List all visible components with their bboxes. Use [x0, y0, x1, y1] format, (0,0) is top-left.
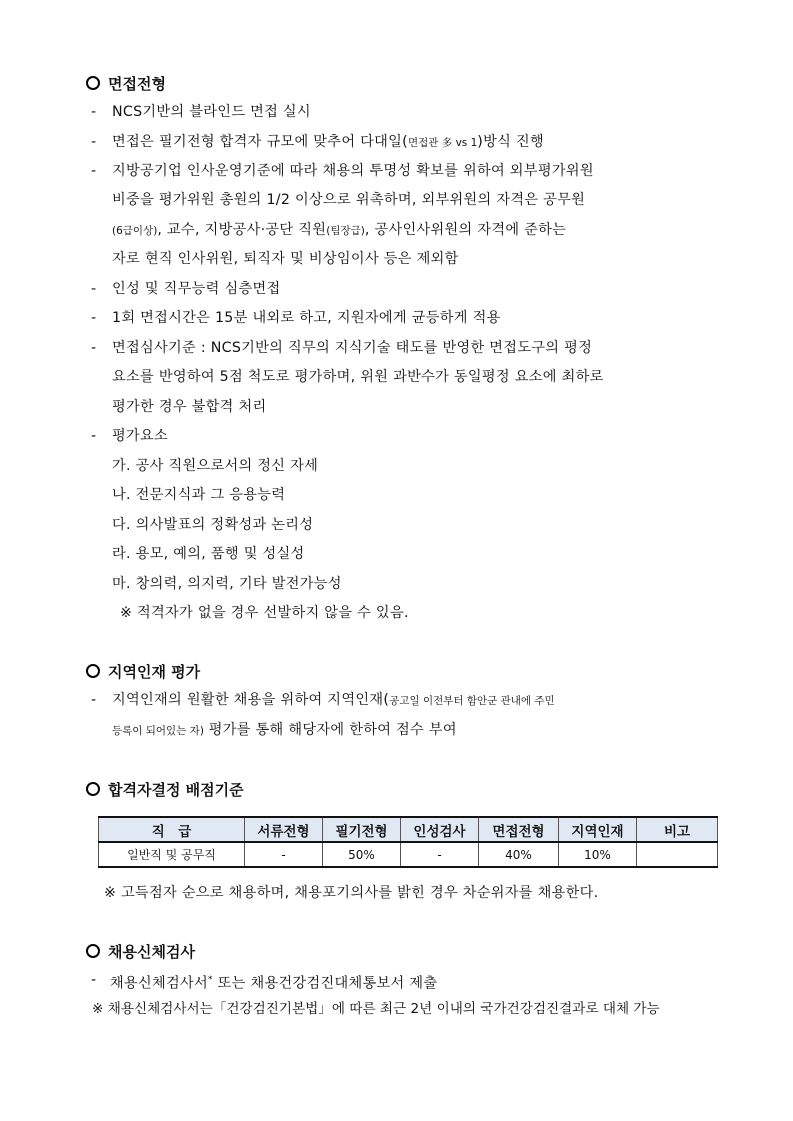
table-cell: 10%	[559, 842, 637, 867]
interview-bullet-6-cont2: 평가한 경우 불합격 처리	[112, 399, 267, 415]
table-header: 직 급	[99, 817, 245, 842]
decision-note: ※ 고득점자 순으로 채용하며, 채용포기의사를 밝힌 경우 차순위자를 채용한다.	[104, 885, 599, 901]
dash-marker: -	[91, 692, 97, 708]
circle-bullet-icon	[86, 782, 100, 796]
medical-note: ※ 채용신체검사서는「건강검진기본법」에 따른 최근 2년 이내의 국가건강검진결과로 대체 가능	[92, 1001, 660, 1017]
interview-bullet-1: NCS기반의 블라인드 면접 실시	[112, 104, 311, 120]
dash-marker: -	[91, 104, 97, 120]
eval-item: 다. 의사발표의 정확성과 논리성	[112, 517, 314, 533]
eval-item: 나. 전문지식과 그 응용능력	[112, 487, 286, 503]
table-cell: 일반직 및 공무직	[99, 842, 245, 867]
table-header: 필기전형	[323, 817, 401, 842]
eval-item: 라. 용모, 예의, 품행 및 성실성	[112, 546, 305, 562]
interview-bullet-2: 면접은 필기전형 합격자 규모에 맞추어 다대일(면접관 多 vs 1)방식 진행	[112, 134, 544, 150]
table-header: 지역인재	[559, 817, 637, 842]
score-table	[98, 816, 718, 868]
table-header: 비고	[637, 817, 718, 842]
interview-bullet-6: 면접심사기준 : NCS기반의 직무의 지식기술 태도를 반영한 면접도구의 평정	[112, 340, 593, 356]
table-header-row	[99, 817, 718, 842]
interview-note: ※ 적격자가 없을 경우 선발하지 않을 수 있음.	[120, 605, 409, 621]
section-title-decision: 합격자결정 배점기준	[86, 780, 244, 800]
eval-item: 마. 창의력, 의지력, 기타 발전가능성	[112, 576, 342, 592]
medical-line-1: 채용신체검사서* 또는 채용건강검진대체통보서 제출	[110, 975, 438, 992]
table-header: 인성검사	[401, 817, 479, 842]
circle-bullet-icon	[86, 76, 100, 90]
dash-marker: -	[91, 310, 97, 326]
circle-bullet-icon	[86, 664, 100, 678]
section-title-local: 지역인재 평가	[86, 662, 200, 682]
local-line-2: 등록이 되어있는 자) 평가를 통해 해당자에 한하여 점수 부여	[112, 722, 457, 738]
interview-bullet-4: 인성 및 직무능력 심층면접	[112, 281, 281, 297]
table-cell: -	[245, 842, 323, 867]
table-row	[99, 842, 718, 867]
table-cell: -	[401, 842, 479, 867]
table-cell: 40%	[479, 842, 559, 867]
dash-marker: -	[91, 163, 97, 179]
section-title-interview: 면접전형	[86, 74, 166, 94]
table-header: 면접전형	[479, 817, 559, 842]
interview-bullet-6-cont1: 요소를 반영하여 5점 척도로 평가하며, 위원 과반수가 동일평정 요소에 최하로	[112, 369, 604, 385]
section-title-medical: 채용신체검사	[86, 942, 195, 962]
interview-bullet-3-cont3: 자로 현직 인사위원, 퇴직자 및 비상임이사 등은 제외함	[112, 251, 459, 267]
table-cell: 50%	[323, 842, 401, 867]
table-cell	[637, 842, 718, 867]
interview-bullet-7: 평가요소	[112, 428, 169, 444]
eval-item: 가. 공사 직원으로서의 정신 자세	[112, 458, 319, 474]
circle-bullet-icon	[86, 944, 100, 958]
dash-marker: -	[91, 972, 97, 988]
dash-marker: -	[91, 134, 97, 150]
table-header: 서류전형	[245, 817, 323, 842]
interview-bullet-3-cont1: 비중을 평가위원 총원의 1/2 이상으로 위촉하며, 외부위원의 자격은 공무원	[112, 192, 586, 208]
interview-bullet-3: 지방공기업 인사운영기준에 따라 채용의 투명성 확보를 위하여 외부평가위원	[112, 163, 594, 179]
local-line-1: 지역인재의 원활한 채용을 위하여 지역인재(공고일 이전부터 함안군 관내에 주민	[112, 692, 555, 708]
interview-bullet-3-cont2: (6급이상), 교수, 지방공사·공단 직원(팀장급), 공사인사위원의 자격에 준하는	[112, 222, 567, 238]
dash-marker: -	[91, 428, 97, 444]
dash-marker: -	[91, 340, 97, 356]
interview-bullet-5: 1회 면접시간은 15분 내외로 하고, 지원자에게 균등하게 적용	[112, 310, 501, 326]
dash-marker: -	[91, 281, 97, 297]
